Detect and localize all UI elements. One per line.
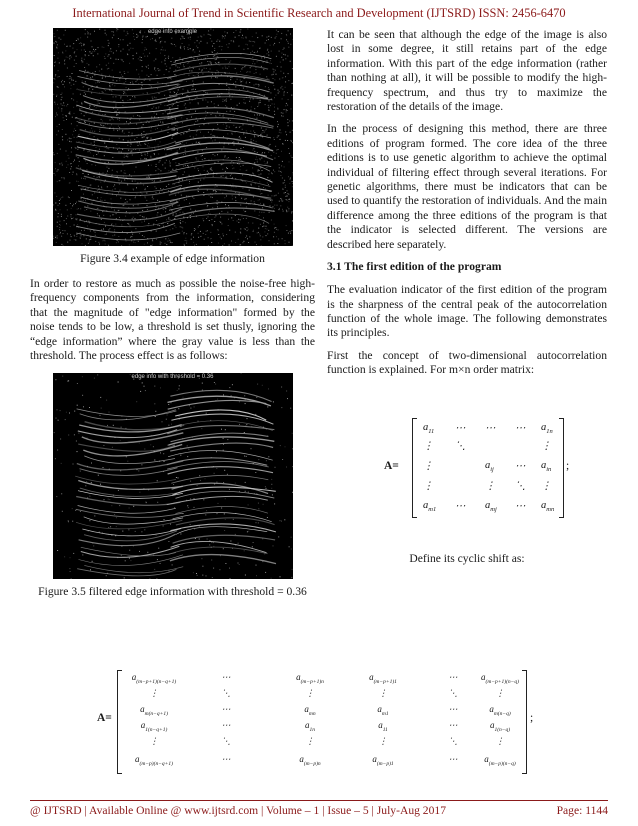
matrix-b-cell: ⋮ [378,736,388,746]
matrix-b-cell: ⋱ [448,688,458,698]
footer-info: @ IJTSRD | Available Online @ www.ijtsrd.com | Volume – 1 | Issue – 5 | July-Aug 2017 [30,804,446,817]
matrix-a-cell: $a_{in}$ [541,460,552,474]
matrix-b-cell: $a_{1(n-q+1)}$ [140,720,168,733]
matrix-a-cell: ⋯ [515,423,526,434]
zebra-threshold-image [53,373,293,579]
matrix-b-cell: ⋯ [221,754,231,764]
matrix-b [117,670,527,774]
matrix-a-cell: ⋯ [455,501,466,512]
figure-threshold [53,373,293,579]
figure-edge-info [53,28,293,246]
matrix-b-cell: $a_{11}$ [378,720,388,733]
matrix-a-cell: ⋯ [455,423,466,434]
matrix-b-cell: $a_{(m-p+1)1}$ [369,672,397,685]
matrix-b-cell: $a_{m(n-q+1)}$ [140,704,168,717]
matrix-a-cell: ⋮ [423,481,434,492]
matrix-a-cell: ⋮ [541,441,552,452]
matrix-b-cell: $a_{(m-p+1)(n-q)}$ [481,672,519,685]
left-column [30,28,315,598]
matrix-b-cell: $a_{(m-p)1}$ [372,754,394,767]
figure-threshold-title: edge info with threshold = 0.36 [131,374,214,381]
paragraph-1: It can be seen that although the edge of the image is also lost in some degree, it still retains part of the edge information. With this part of the edge information (rather than nothing at all), it will be possible to modify the high-frequency spectrum, and thus try to maximize the restoration of the details of the image. [327,28,607,114]
matrix-b-cell: $a_{m1}$ [377,704,389,717]
matrix-b-cell: ⋮ [495,736,505,746]
matrix-a-cell: ⋮ [541,481,552,492]
matrix-b-cell: $a_{mn}$ [304,704,316,717]
matrix-b-cell: ⋯ [448,754,458,764]
figure-edge-info-caption: Figure 3.4 example of edge information [80,252,265,265]
matrix-a-cell: ⋮ [423,441,434,452]
matrix-a-cell: $a_{ij}$ [485,460,494,474]
matrix-a-cell: $a_{11}$ [423,422,435,436]
matrix-b-terminator: ; [530,712,534,724]
section-paragraph-2: First the concept of two-dimensional autocorrelation function is explained. For m×n order matrix: [327,348,607,377]
matrix-b-cell: ⋮ [305,736,315,746]
matrix-a-cell: ⋯ [515,501,526,512]
matrix-b-cell: $a_{(m-p)(n-q+1)}$ [135,754,173,767]
matrix-a-cell: ⋮ [485,481,496,492]
matrix-b-cell: $a_{(m-p)(n-q)}$ [484,754,516,767]
matrix-b-cell: ⋱ [221,736,231,746]
matrix-a-cell: ⋯ [485,423,496,434]
matrix-b-cell: ⋮ [495,688,505,698]
matrix-a-cell: ⋯ [515,461,526,472]
matrix-a-label: A= [384,460,399,472]
matrix-b-cell: ⋯ [221,704,231,714]
zebra-edge-image [53,28,293,246]
matrix-b-cell: ⋯ [221,720,231,730]
matrix-b-cell: $a_{m(n-q)}$ [489,704,511,717]
footer-divider [30,800,608,801]
right-column [327,28,607,386]
matrix-b-cell: ⋱ [221,688,231,698]
matrix-b-cell: $a_{1(n-q)}$ [489,720,511,733]
matrix-b-cell: ⋮ [149,688,159,698]
define-text: Define its cyclic shift as: [409,552,525,565]
footer [30,804,608,817]
matrix-b-cell: $a_{1n}$ [305,720,315,733]
matrix-b-label: A= [97,712,112,724]
figure-edge-info-title: edge info example [147,29,198,35]
matrix-a-cell: ⋱ [515,481,526,492]
section-paragraph-1: The evaluation indicator of the first edition of the program is the sharpness of the central peak of the autocorrelation function of the whole image. The following demonstrates its principles. [327,283,607,340]
matrix-a-cell: $a_{mn}$ [541,500,555,514]
matrix-b-cell: ⋮ [149,736,159,746]
paragraph-2: In the process of designing this method, there are three editions of program formed. The core idea of the three editions is to use genetic algorithm to achieve the optimal individual of filtering effect through several iterations. For genetic algorithms, there must be indicators that can be used to quantify the restoration of individuals. And the main difference among the three editions of the program is that the indicator is selected different. The versions are described here separately. [327,122,607,251]
matrix-a-cell: ⋱ [455,441,466,452]
matrix-a-cell: ⋮ [423,461,434,472]
matrix-b-cell: ⋮ [378,688,388,698]
matrix-a-cell: $a_{m1}$ [423,500,437,514]
matrix-a [384,418,574,518]
matrix-a-cell: $a_{1n}$ [541,422,553,436]
matrix-b-cell: $a_{(m-p+1)(n-q+1)}$ [131,672,177,685]
left-paragraph: In order to restore as much as possible the noise-free high-frequency components from the information, considering that the magnitude of "edge information" formed by the noise tends to be low, a threshold is set thusly, ignoring the “edge information” where the gray value is less than the threshold. The process effect is as follows: [30,277,315,363]
matrix-a-body [412,418,564,518]
matrix-b-cell: ⋯ [221,672,231,682]
matrix-a-terminator: ; [566,460,570,472]
page-number: Page: 1144 [556,804,608,817]
matrix-b-cell: $a_{(m-p+1)n}$ [296,672,324,685]
matrix-a-cell: $a_{mj}$ [485,500,497,514]
matrix-b-cell: $a_{(m-p)n}$ [299,754,321,767]
journal-header: International Journal of Trend in Scientific Research and Development (IJTSRD) ISSN: 2456-6470 [72,6,566,20]
matrix-b-cell: ⋯ [448,720,458,730]
section-title: 3.1 The first edition of the program [327,260,502,274]
matrix-b-cell: ⋱ [448,736,458,746]
matrix-b-cell: ⋯ [448,704,458,714]
matrix-b-cell: ⋯ [448,672,458,682]
figure-threshold-caption: Figure 3.5 filtered edge information with threshold = 0.36 [38,585,307,599]
matrix-b-cell: ⋮ [305,688,315,698]
